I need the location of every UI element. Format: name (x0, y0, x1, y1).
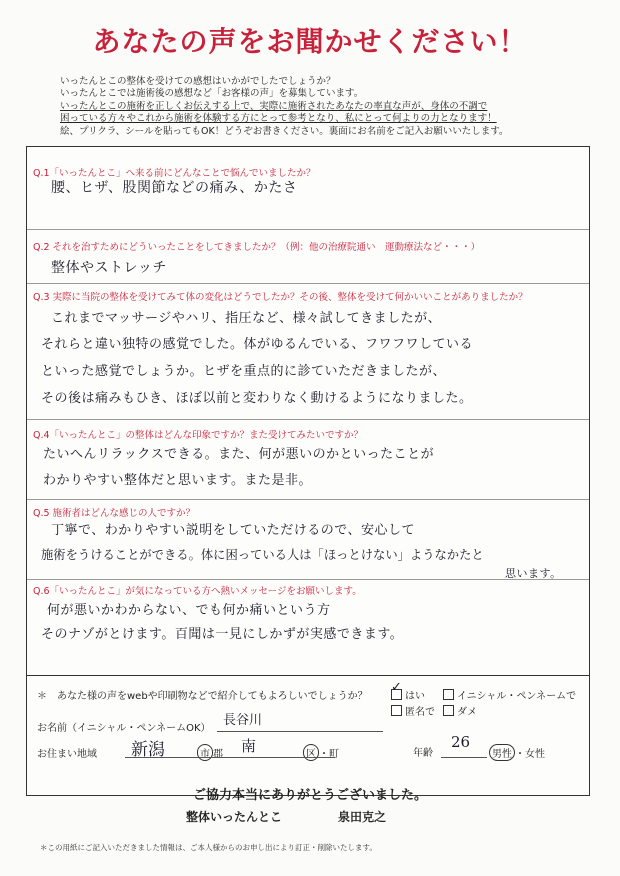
question-3-label: Q.3 実際に当院の整体を受けてみて体の変化はどうでしたか？その後、整体を受けて何かいいことがありましたか？ (33, 292, 528, 303)
intro-line-2: いったんとこでは施術後の感想など「お客様の声」を募集しています。 (60, 88, 364, 100)
answer-4-line-1[interactable]: たいへんリラックスできる。また、何が悪いのかといったことが (43, 447, 435, 462)
separator: ・ (515, 749, 525, 760)
section-divider (27, 499, 589, 500)
section-divider (27, 419, 589, 420)
address-underline (125, 757, 335, 758)
page-title: あなたの声をお聞かせください！ (92, 25, 528, 58)
question-2-label: Q.2 それを治すためにどういったことをしてきましたか？（例：他の治療院通い 運動療法など・・・） (33, 242, 481, 253)
intro-text (60, 76, 580, 138)
consent-question: ＊ あなた様の声をwebや印刷物などで紹介してもよろしいでしょうか？ (37, 691, 368, 702)
name-value[interactable]: 長谷川 (223, 713, 263, 728)
consent-option-anonymous[interactable] (391, 703, 435, 718)
privacy-note: ＊この用紙にご記入いただきました情報は、ご本人様からのお申し出により訂正・削除いたします。 (40, 843, 377, 852)
answer-5-line-2[interactable]: 施術をうけることができる。体に困っている人は「ほっとけない」ようなかたと (41, 548, 484, 562)
check-mark-icon: ✓ (391, 680, 402, 695)
intro-line-1: いったんとこの整体を受けての感想はいかがでしたでしょうか？ (60, 76, 336, 87)
city-label: 市 (197, 744, 213, 761)
section-divider (27, 579, 589, 580)
intro-line-4: 困っている方々やこれから施術を体験する方にとって参考となり、私にとって何よりの力となります！ (60, 113, 497, 125)
answer-3-line-3[interactable]: といった感覚でしょうか。ヒザを重点的に診ていただきましたが、 (41, 364, 447, 379)
answer-5-line-3[interactable]: 思います。 (505, 567, 562, 580)
question-5-label: Q.5 施術者はどんな感じの人ですか？ (33, 508, 196, 519)
consent-option-anonymous-label: 匿名で (405, 707, 435, 718)
gun-label: 郡 (213, 749, 223, 760)
question-6-label: Q.6「いったんとこ」が気になっている方へ熱いメッセージをお願いします。 (33, 586, 362, 597)
ward-town-label (303, 744, 339, 761)
answer-6-line-2[interactable]: そのナゾがとけます。百聞は一見にしかずが実感できます。 (41, 627, 404, 642)
city-gun-label (197, 744, 223, 761)
gender-options[interactable] (489, 744, 545, 761)
consent-option-initial-label: イニシャル・ペンネームで (457, 691, 577, 702)
cho-label: 町 (329, 749, 339, 760)
answer-6-line-1[interactable]: 何が悪いかわからない、でも何か痛いという方 (47, 603, 331, 618)
answer-2-line-1[interactable]: 整体やストレッチ (51, 260, 167, 276)
address-label: お住まい地域 (37, 749, 97, 760)
practitioner-name: 泉田克之 (338, 810, 387, 824)
section-divider (27, 229, 589, 230)
consent-option-yes-label: はい (405, 691, 425, 702)
age-value[interactable]: 26 (451, 733, 471, 751)
answer-4-line-2[interactable]: わかりやすい整体だと思います。また是非。 (43, 473, 312, 488)
question-1-label: Q.1「いったんとこ」へ来る前にどんなことで悩んでいましたか？ (33, 168, 316, 179)
intro-line-5: 絵、プリクラ、シールを貼ってもOK！どうぞお書きください。裏面にお名前をご記入お願いいたします。 (60, 125, 509, 137)
checkbox-initial[interactable] (443, 689, 454, 700)
male-option[interactable]: 男性 (489, 744, 515, 761)
ku-label: 区 (303, 744, 319, 761)
answer-3-line-2[interactable]: それらと違い独特の感覚でした。体がゆるんでいる、フワフワしている (41, 337, 474, 352)
answer-5-line-1[interactable]: 丁寧で、わかりやすい説明をしていただけるので、安心して (51, 523, 415, 538)
answer-3-line-1[interactable]: これまでマッサージやハリ、指圧など、様々試してきましたが、 (51, 311, 442, 326)
checkbox-no[interactable] (443, 705, 454, 716)
intro-line-3: いったんとこの施術を正しくお伝えする上で、実際に施術されたあなたの率直な声が、身体の不調で (60, 100, 488, 112)
section-divider (27, 283, 589, 284)
shop-name: 整体いったんとこ (186, 810, 283, 824)
female-option[interactable]: 女性 (525, 749, 545, 760)
prefecture-value[interactable]: 新潟 (131, 740, 165, 760)
consent-option-no[interactable] (443, 703, 477, 718)
answer-3-line-4[interactable]: その後は痛みもひき、ほぼ以前と変わりなく動けるようになりました。 (41, 391, 473, 406)
consent-option-no-label: ダメ (457, 707, 477, 718)
age-underline (441, 757, 487, 758)
age-label: 年齢 (413, 748, 433, 759)
section-divider (27, 675, 589, 676)
name-underline (217, 731, 383, 732)
separator: ・ (319, 749, 329, 760)
name-label: お名前（イニシャル・ペンネームOK） (37, 723, 211, 734)
ward-value[interactable]: 南 (241, 737, 257, 755)
question-4-label: Q.4「いったんとこ」の整体はどんな印象ですか？また受けてみたいですか？ (33, 430, 364, 441)
answer-1-line-1[interactable]: 腰、ヒザ、股関節などの痛み、かたさ (51, 180, 298, 196)
questionnaire-box (26, 146, 590, 796)
checkbox-anonymous[interactable] (391, 705, 402, 716)
thanks-message: ご協力本当にありがとうございました。 (192, 788, 427, 803)
consent-option-initial[interactable] (443, 687, 576, 702)
